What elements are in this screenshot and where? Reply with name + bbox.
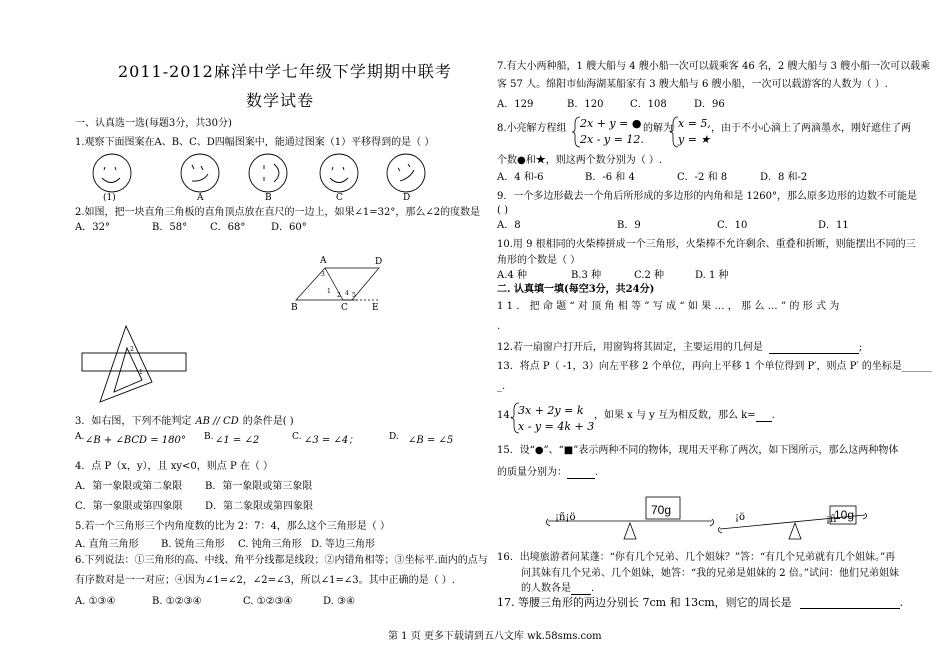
question-11-line-1: 11．把命题“对顶角相等”写成“如果…，那么…”的形式为	[497, 301, 843, 312]
q1-label-a: A	[197, 193, 204, 203]
q17-answer-blank[interactable]	[800, 597, 900, 609]
q4-option-c: C．第一象限或第四象限	[75, 501, 183, 512]
q12-answer-blank[interactable]	[769, 343, 859, 354]
q9-option-b: B．9	[617, 220, 641, 231]
question-7-line-1: 7.有大小两种船，1 艘大船与 4 艘小船一次可以载乘客 46 名，2 艘大船与 3 艘小船一次可以载乘	[497, 61, 931, 72]
q2-option-c: C．68°	[210, 222, 246, 233]
q8-equation-1: 2x + y = ●	[580, 117, 642, 130]
question-6-line-2: 有序数对是一一对应；④因为∠1=∠2，∠2=∠3，所以∠1=∠3。其中正确的是（ ）.	[75, 575, 455, 586]
q9-option-c: C．10	[717, 220, 748, 231]
q1-label-c: C	[336, 193, 343, 203]
q5-option-b: B. 锐角三角形	[161, 539, 225, 550]
smiley-face-1	[93, 154, 131, 192]
left-balance-left-pan: ¡ñ¡ö	[555, 512, 576, 523]
q14-equation-1: 3x + 2y = k	[518, 404, 584, 417]
smiley-face-c	[320, 154, 358, 192]
question-8-prefix: 8.小亮解方程组	[497, 123, 567, 134]
page-subtitle: 数学试卷	[246, 91, 315, 110]
q6-option-a: A. ①③④	[75, 596, 116, 607]
question-7-line-2: 客 57 人。绵阳市仙海湖某船家有 3 艘大船与 6 艘小船，一次可以载游客的人数为（ ）.	[497, 79, 888, 90]
q5-option-d: D. 等边三角形	[311, 539, 376, 550]
q1-label-b: B	[265, 193, 272, 203]
q1-label-1: (1)	[103, 193, 116, 203]
section-2-heading: 二. 认真填一填(每空3分，共24分)	[497, 284, 655, 295]
right-balance-left-pan: ¡ö	[735, 512, 746, 523]
q2-option-b: B．58°	[152, 222, 188, 233]
right-balance-right-pan: ¡ñ	[826, 514, 837, 525]
smiley-face-b	[249, 154, 287, 192]
page-title: 2011-2012麻洋中学七年级下学期期中联考	[118, 62, 452, 81]
question-10-line-2: 角形的个数是（ ）	[497, 255, 581, 266]
q9-option-d: D．11	[818, 220, 849, 231]
q9-option-a: A．8	[497, 220, 521, 231]
fig-angle-3: 3	[321, 271, 325, 278]
q3-option-b: ∠1 = ∠2	[215, 435, 260, 446]
q4-option-d: D．第二象限或第四象限	[205, 501, 314, 512]
q6-option-b: B. ①②③④	[152, 596, 202, 607]
q8-suffix: ，由于不小心滴上了两滴墨水，刚好遮住了两	[711, 123, 911, 134]
q10-option-c: C.2 种	[634, 270, 665, 281]
smiley-face-d	[387, 154, 425, 192]
q1-smiley-figures	[88, 150, 428, 202]
section-1-heading: 一、认真选一选(每题3分，共30分)	[75, 118, 232, 129]
page-footer: 第 1 页 更多下载请到五八文库 wk.58sms.com	[388, 631, 602, 642]
fig-label-c: C	[341, 303, 348, 313]
q10-option-d: D. 1 种	[695, 270, 729, 281]
fig-label-e: E	[372, 303, 379, 313]
question-9-line-1: 9．一个多边形截去一个角后所形成的多边形的内角和是 1260°，那么原多边形的边数不可能是	[497, 191, 917, 202]
question-1: 1.观察下面图案在A、B、C、D四幅图案中，能通过图案（1）平移得到的是（ ）	[75, 137, 435, 148]
fig-angle-2: 2	[337, 292, 341, 299]
q14-suffix: ，如果 x 与 y 互为相反数，那么 k= .	[594, 410, 775, 421]
question-12: 12.若一扇窗户打开后，用窗钩将其固定，主要运用的几何是 ;	[497, 342, 863, 353]
q3-option-c-label: C.	[292, 432, 302, 442]
question-4: 4．点 P（x，y），且 xy<0，则点 P 在（ ）	[75, 461, 274, 472]
question-14-prefix: 14.	[497, 410, 513, 421]
q5-option-c: C. 钝角三角形	[238, 539, 302, 550]
smiley-face-a	[181, 154, 219, 192]
fig-angle-5: 5	[352, 292, 356, 299]
q8-option-d: D．8 和-2	[760, 172, 808, 183]
question-8-line-2: 个数●和★，则这两个数分别为（ ）.	[497, 155, 663, 166]
q8-equation-2: 2x - y = 12.	[580, 133, 644, 146]
question-11-line-2: .	[497, 321, 501, 332]
q1-label-d: D	[403, 193, 411, 203]
question-5: 5.若一个三角形三个内角度数的比为 2：7：4，那么这个三角形是（ ）	[75, 521, 390, 532]
q4-option-a: A．第一象限或第二象限	[75, 481, 183, 492]
q6-option-d: D. ③④	[323, 596, 355, 607]
question-6-line-1: 6.下列说法：①三角形的高、中线、角平分线都是线段；②内错角相等；③坐标平.面内的点与	[75, 555, 488, 566]
fig2-angle-2: 2	[130, 346, 134, 353]
question-13-line-1: 13．将点 P（ -1，3）向左平移 2 个单位，再向上平移 1 个单位得到 P′，则点 P′ 的坐标是______	[497, 361, 932, 372]
q7-option-b: B．120	[567, 99, 604, 110]
question-15-line-2: 的质量分别为： .	[497, 467, 599, 478]
question-16-line-1: 16．出境旅游者问某蓬：“你有几个兄弟、几个姐妹？”答：“有几个兄弟就有几个姐妹。”再	[497, 552, 896, 563]
q15-answer-blank[interactable]	[567, 468, 595, 479]
question-17: 17. 等腰三角形的两边分别长 7cm 和 13cm，则它的周长是 .	[497, 596, 904, 609]
q8-option-c: C．-2 和 8	[677, 172, 728, 183]
q8-mid-text: 的解为	[643, 123, 673, 134]
question-15-line-1: 15．设“●”、“■”表示两种不同的物体，现用天平称了两次，如下图所示，那么这两种物体	[497, 445, 899, 456]
q7-option-a: A．129	[497, 99, 534, 110]
q10-option-b: B.3 种	[571, 270, 602, 281]
fig-label-d: D	[375, 257, 383, 267]
q5-option-a: A. 直角三角形	[75, 539, 139, 550]
q10-option-a: A.4 种	[497, 270, 527, 281]
fig-angle-1: 1	[327, 288, 331, 295]
q3-option-a: ∠B + ∠BCD = 180°	[85, 435, 186, 446]
q2-option-a: A．32°	[75, 222, 110, 233]
question-3: 3．如右图，下列不能判定 AB // CD 的条件是( )	[75, 416, 294, 427]
question-16-line-2: 问其妹有几个兄弟、几个姐妹，她答：“我的兄弟是姐妹的 2 倍。”试问：他们兄弟姐妹	[521, 568, 899, 579]
question-13-line-2: _.	[497, 381, 506, 392]
weight-70g: 70g	[651, 503, 672, 517]
question-10-line-1: 10.用 9 根相同的火柴棒拼成一个三角形，火柴棒不允许剩余、重叠和折断，则能摆出不同的三	[497, 239, 916, 250]
question-16-line-3: 的人数各是 .	[521, 583, 595, 594]
q8-solution-1: x = 5,	[678, 117, 711, 130]
q8-solution-2: y = ★	[678, 133, 711, 146]
q2-ruler-triangle-figure	[80, 320, 190, 405]
fig-label-a: A	[320, 256, 327, 266]
q14-answer-blank[interactable]	[756, 411, 772, 422]
q14-equation-2: x - y = 4k + 3	[518, 420, 595, 433]
q6-option-c: C. ①②③④	[243, 596, 293, 607]
q8-option-a: A．4 和-6	[497, 172, 544, 183]
q4-option-b: B．第一象限或第三象限	[205, 481, 313, 492]
fig-angle-4: 4	[345, 290, 349, 297]
q3-option-c: ∠3 = ∠4；	[304, 435, 359, 446]
q7-option-d: D．96	[694, 99, 725, 110]
q3-option-d-label: D.	[389, 432, 399, 442]
question-2: 2.如图，把一块直角三角板的直角顶点放在直尺的一边上，如果∠1=32°，那么∠2的度数是	[75, 207, 481, 218]
q3-option-a-label: A.	[75, 432, 85, 442]
q8-option-b: B．-6 和 4	[585, 172, 635, 183]
fig2-angle-1: 1	[139, 369, 143, 376]
question-9-line-2: ( )	[497, 205, 508, 216]
q3-option-d: ∠B = ∠5	[408, 435, 454, 446]
q3-option-b-label: B.	[204, 432, 214, 442]
q7-option-c: C．108	[630, 99, 667, 110]
q2-option-d: D．60°	[271, 222, 307, 233]
weight-10g: 10g	[834, 508, 855, 522]
fig-label-b: B	[291, 303, 298, 313]
q16-answer-blank[interactable]	[571, 584, 591, 595]
